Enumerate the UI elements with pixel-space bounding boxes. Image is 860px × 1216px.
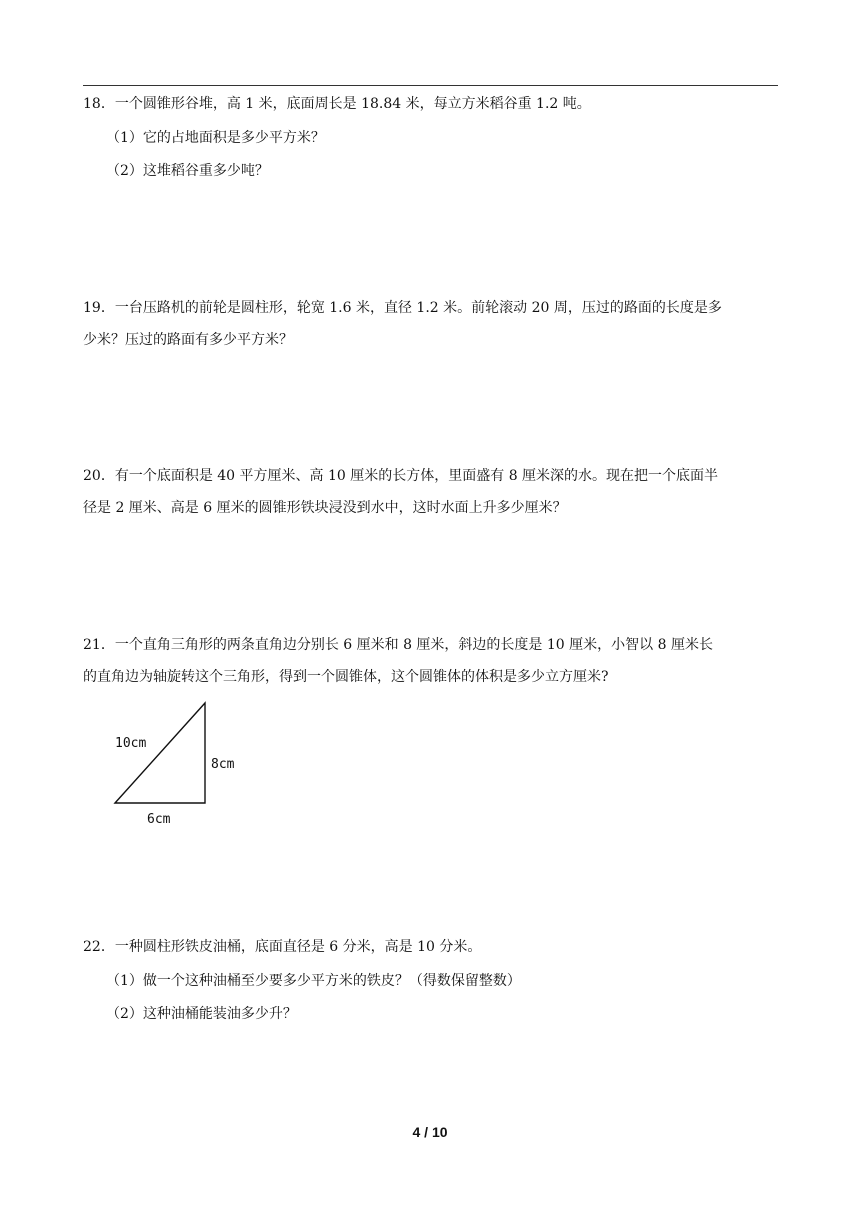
- hypotenuse-label: 10cm: [115, 736, 147, 751]
- question-21-line-1: 21．一个直角三角形的两条直角边分别长 6 厘米和 8 厘米，斜边的长度是 10 厘米，小智以 8 厘米长: [83, 637, 713, 653]
- right-triangle-figure: [100, 695, 260, 835]
- question-18-sub-2: （2）这堆稻谷重多少吨？: [106, 163, 269, 179]
- page-number: 4 / 10: [412, 1124, 448, 1140]
- height-label: 8cm: [211, 757, 235, 772]
- header-rule: [83, 85, 778, 86]
- question-20-line-2: 径是 2 厘米、高是 6 厘米的圆锥形铁块浸没到水中，这时水面上升多少厘米？: [83, 500, 567, 516]
- question-22-stem: 22．一种圆柱形铁皮油桶，底面直径是 6 分米，高是 10 分米。: [83, 939, 482, 955]
- question-18-sub-1: （1）它的占地面积是多少平方米？: [106, 130, 325, 146]
- right-triangle-svg: [100, 695, 260, 835]
- question-22-sub-2: （2）这种油桶能装油多少升？: [106, 1006, 297, 1022]
- question-19-line-1: 19．一台压路机的前轮是圆柱形，轮宽 1.6 米，直径 1.2 米。前轮滚动 20 周，压过的路面的长度是多: [83, 300, 722, 316]
- question-18-stem: 18．一个圆锥形谷堆，高 1 米，底面周长是 18.84 米，每立方米稻谷重 1.2 吨。: [83, 96, 591, 112]
- question-19-line-2: 少米？压过的路面有多少平方米？: [83, 332, 293, 348]
- question-22-sub-1: （1）做一个这种油桶至少要多少平方米的铁皮？（得数保留整数）: [106, 973, 521, 989]
- question-21-line-2: 的直角边为轴旋转这个三角形，得到一个圆锥体，这个圆锥体的体积是多少立方厘米?: [83, 669, 609, 685]
- question-20-line-1: 20．有一个底面积是 40 平方厘米、高 10 厘米的长方体，里面盛有 8 厘米深的水。现在把一个底面半: [83, 468, 719, 484]
- base-label: 6cm: [147, 812, 171, 827]
- right-triangle-shape: [115, 703, 205, 803]
